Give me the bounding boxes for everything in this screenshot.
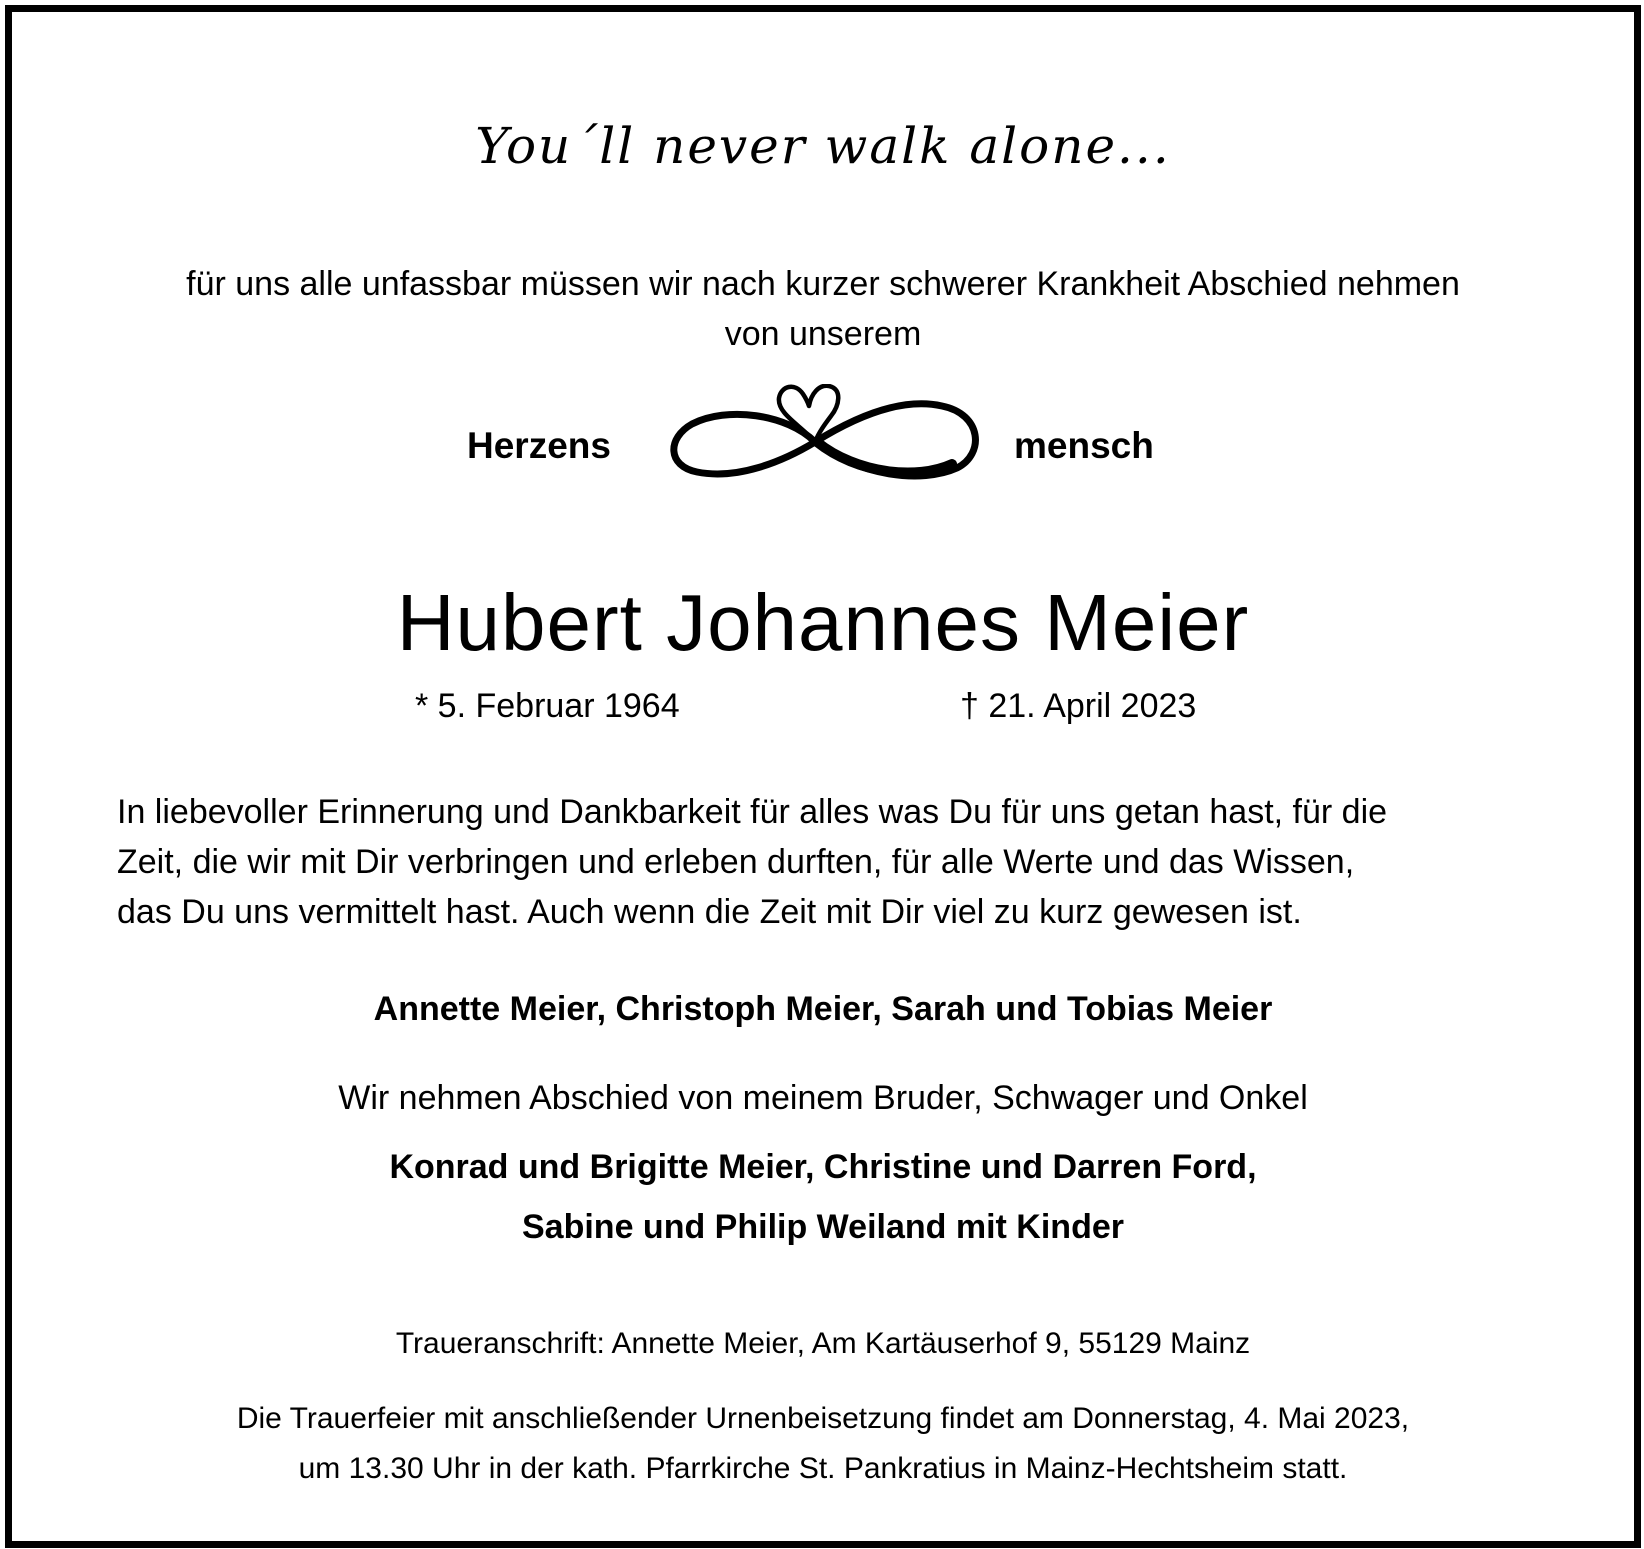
remembrance-line: In liebevoller Erinnerung und Dankbarkeit für alles was Du für uns getan hast, für die bbox=[117, 793, 1388, 831]
ceremony-line: um 13.30 Uhr in der kath. Pfarrkirche St. Pankratius in Mainz-Hechtsheim statt. bbox=[298, 1452, 1348, 1485]
obituary-notice bbox=[5, 5, 1641, 1548]
relatives-line: Sabine und Philip Weiland mit Kinder bbox=[522, 1208, 1124, 1246]
farewell-text: Wir nehmen Abschied von meinem Bruder, Schwager und Onkel bbox=[338, 1079, 1308, 1117]
ceremony-info bbox=[12, 1394, 1634, 1494]
intro-line: für uns alle unfassbar müssen wir nach kurzer schwerer Krankheit Abschied nehmen bbox=[186, 265, 1460, 303]
remembrance-line: Zeit, die wir mit Dir verbringen und erleben durften, für alle Werte und das Wissen, bbox=[117, 843, 1355, 881]
intro-text bbox=[12, 259, 1634, 359]
ceremony-line: Die Trauerfeier mit anschließender Urnenbeisetzung findet am Donnerstag, 4. Mai 2023, bbox=[236, 1402, 1410, 1435]
death-date: † 21. April 2023 bbox=[960, 687, 1197, 725]
motto: You´ll never walk alone... bbox=[475, 117, 1171, 175]
deceased-name: Hubert Johannes Meier bbox=[396, 578, 1250, 667]
word-mensch: mensch bbox=[1014, 425, 1154, 466]
mourning-address: Traueranschrift: Annette Meier, Am Kartäuserhof 9, 55129 Mainz bbox=[395, 1327, 1251, 1360]
birth-date: * 5. Februar 1964 bbox=[415, 687, 680, 725]
remembrance-text bbox=[117, 787, 1557, 937]
relatives-line: Konrad und Brigitte Meier, Christine und Darren Ford, bbox=[389, 1148, 1257, 1186]
relatives-names bbox=[12, 1137, 1634, 1257]
remembrance-line: das Du uns vermittelt hast. Auch wenn die Zeit mit Dir viel zu kurz gewesen ist. bbox=[117, 893, 1302, 931]
word-herzens: Herzens bbox=[467, 425, 611, 466]
heart-infinity-icon bbox=[667, 384, 987, 504]
family-names: Annette Meier, Christoph Meier, Sarah und Tobias Meier bbox=[373, 990, 1273, 1028]
intro-line: von unserem bbox=[724, 315, 922, 353]
